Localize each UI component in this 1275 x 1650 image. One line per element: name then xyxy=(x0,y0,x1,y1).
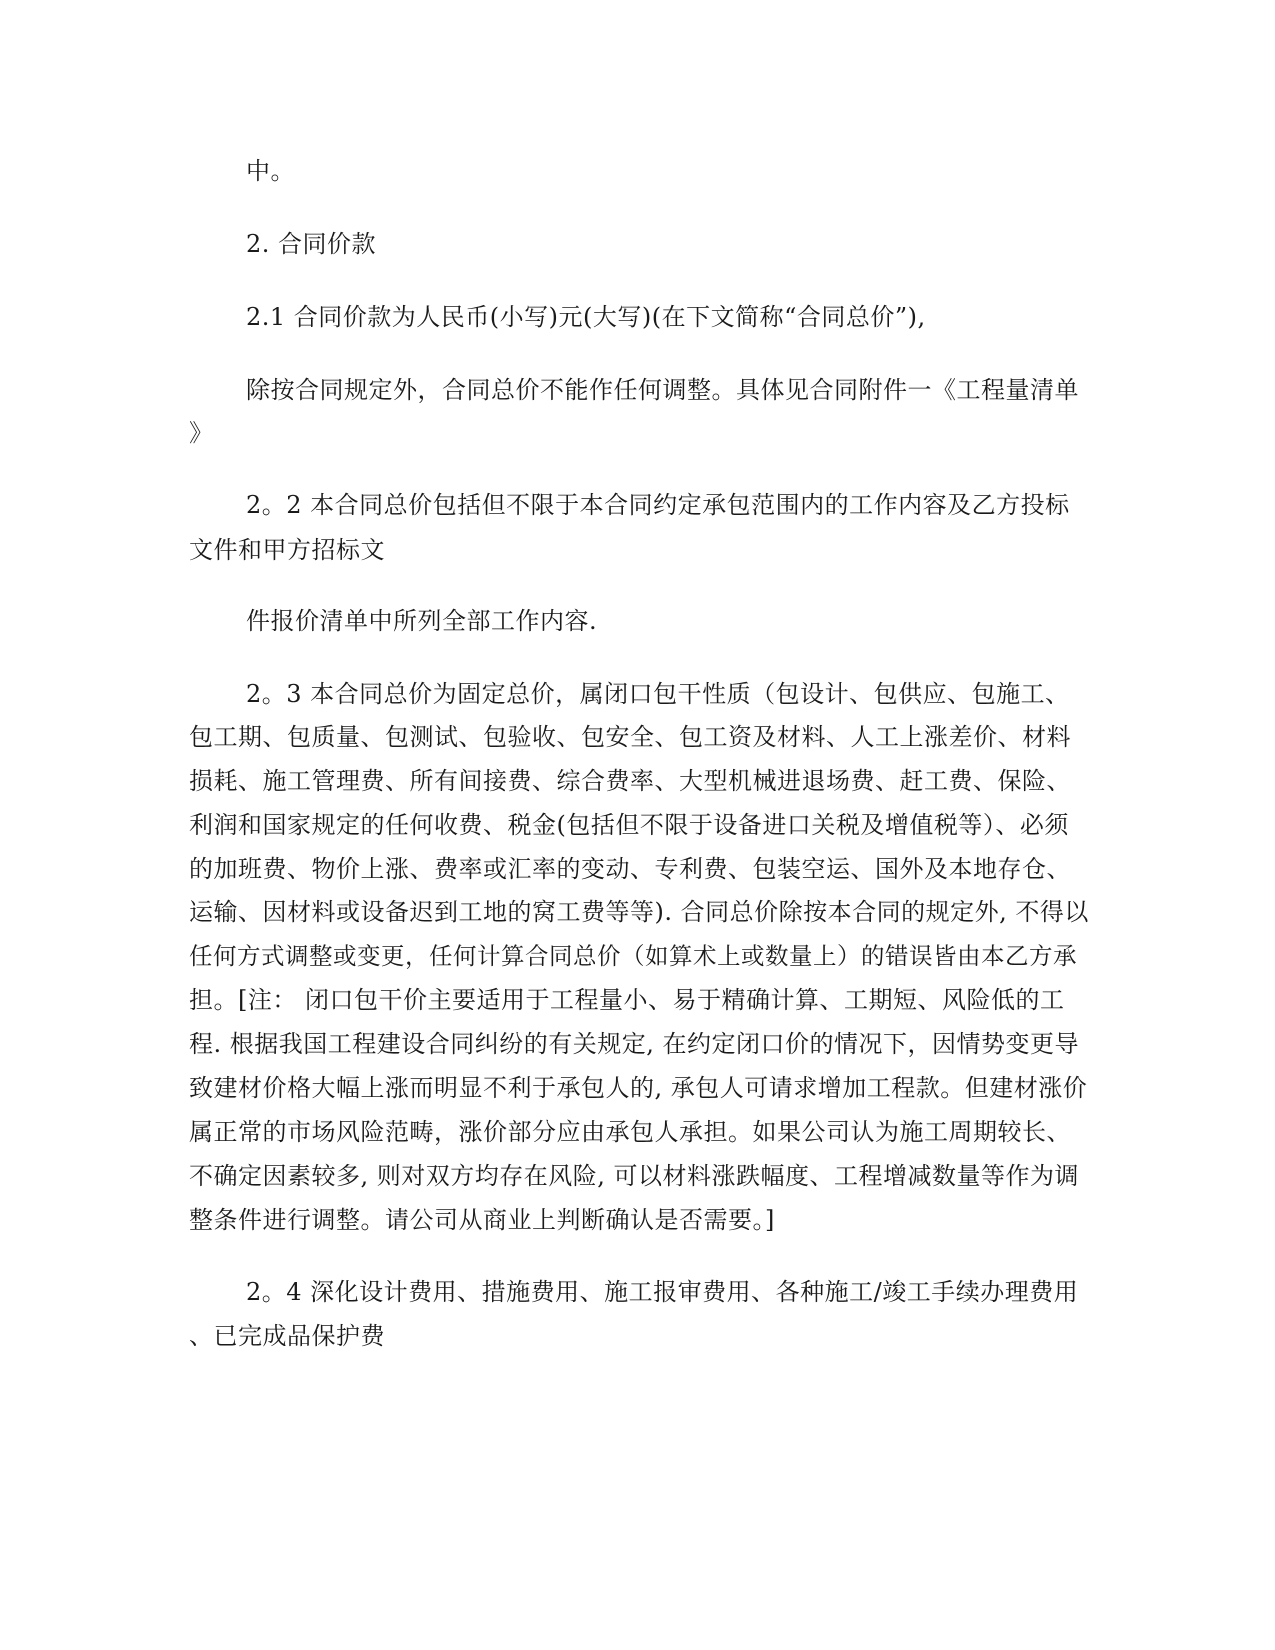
clause-2-3-line-11: 属正常的市场风险范畴，涨价部分应由承包人承担。如果公司认为施工周期较长、 xyxy=(189,1118,1071,1146)
clause-2-3-line-3: 损耗、施工管理费、所有间接费、综合费率、大型机械进退场费、赶工费、保险、 xyxy=(189,767,1071,795)
clause-2-1-line-1: 2.1 合同价款为人民币(小写)元(大写)(在下文简称“合同总价”), xyxy=(246,303,926,331)
clause-2-4-line-2: 、已完成品保护费 xyxy=(189,1322,385,1350)
clause-2-4-line-1: 2。4 深化设计费用、措施费用、施工报审费用、各种施工/竣工手续办理费用 xyxy=(246,1278,1079,1306)
clause-2-3-line-10: 致建材价格大幅上涨而明显不利于承包人的, 承包人可请求增加工程款。但建材涨价 xyxy=(189,1074,1088,1102)
clause-2-3-line-8: 担。[注： 闭口包干价主要适用于工程量小、易于精确计算、工期短、风险低的工 xyxy=(189,986,1065,1014)
clause-2-1-line-3: 》 xyxy=(189,419,214,447)
clause-2-2-line-1: 2。2 本合同总价包括但不限于本合同约定承包范围内的工作内容及乙方投标 xyxy=(246,491,1070,519)
clause-2-3-line-6: 运输、因材料或设备迟到工地的窝工费等等). 合同总价除按本合同的规定外, 不得以 xyxy=(189,898,1089,926)
clause-2-3-line-4: 利润和国家规定的任何收费、税金(包括但不限于设备进口关税及增值税等）、必须 xyxy=(189,811,1069,839)
section-heading-contract-price: 2. 合同价款 xyxy=(246,230,377,258)
clause-2-2-line-2: 文件和甲方招标文 xyxy=(189,536,385,564)
clause-2-1-line-2: 除按合同规定外，合同总价不能作任何调整。具体见合同附件一《工程量清单 xyxy=(246,376,1079,404)
clause-2-3-line-2: 包工期、包质量、包测试、包验收、包安全、包工资及材料、人工上涨差价、材料 xyxy=(189,723,1071,751)
clause-2-3-line-1: 2。3 本合同总价为固定总价，属闭口包干性质（包设计、包供应、包施工、 xyxy=(246,680,1070,708)
clause-2-2-line-3: 件报价清单中所列全部工作内容. xyxy=(246,607,598,635)
clause-2-3-line-7: 任何方式调整或变更，任何计算合同总价（如算术上或数量上）的错误皆由本乙方承 xyxy=(189,942,1077,970)
clause-2-3-line-13: 整条件进行调整。请公司从商业上判断确认是否需要。] xyxy=(189,1206,775,1234)
clause-2-3-line-12: 不确定因素较多, 则对双方均存在风险, 可以材料涨跌幅度、工程增减数量等作为调 xyxy=(189,1162,1080,1190)
text-line-continuation: 中。 xyxy=(246,157,295,185)
clause-2-3-line-5: 的加班费、物价上涨、费率或汇率的变动、专利费、包装空运、国外及本地存仓、 xyxy=(189,855,1071,883)
clause-2-3-line-9: 程. 根据我国工程建设合同纠纷的有关规定, 在约定闭口价的情况下，因情势变更导 xyxy=(189,1030,1080,1058)
